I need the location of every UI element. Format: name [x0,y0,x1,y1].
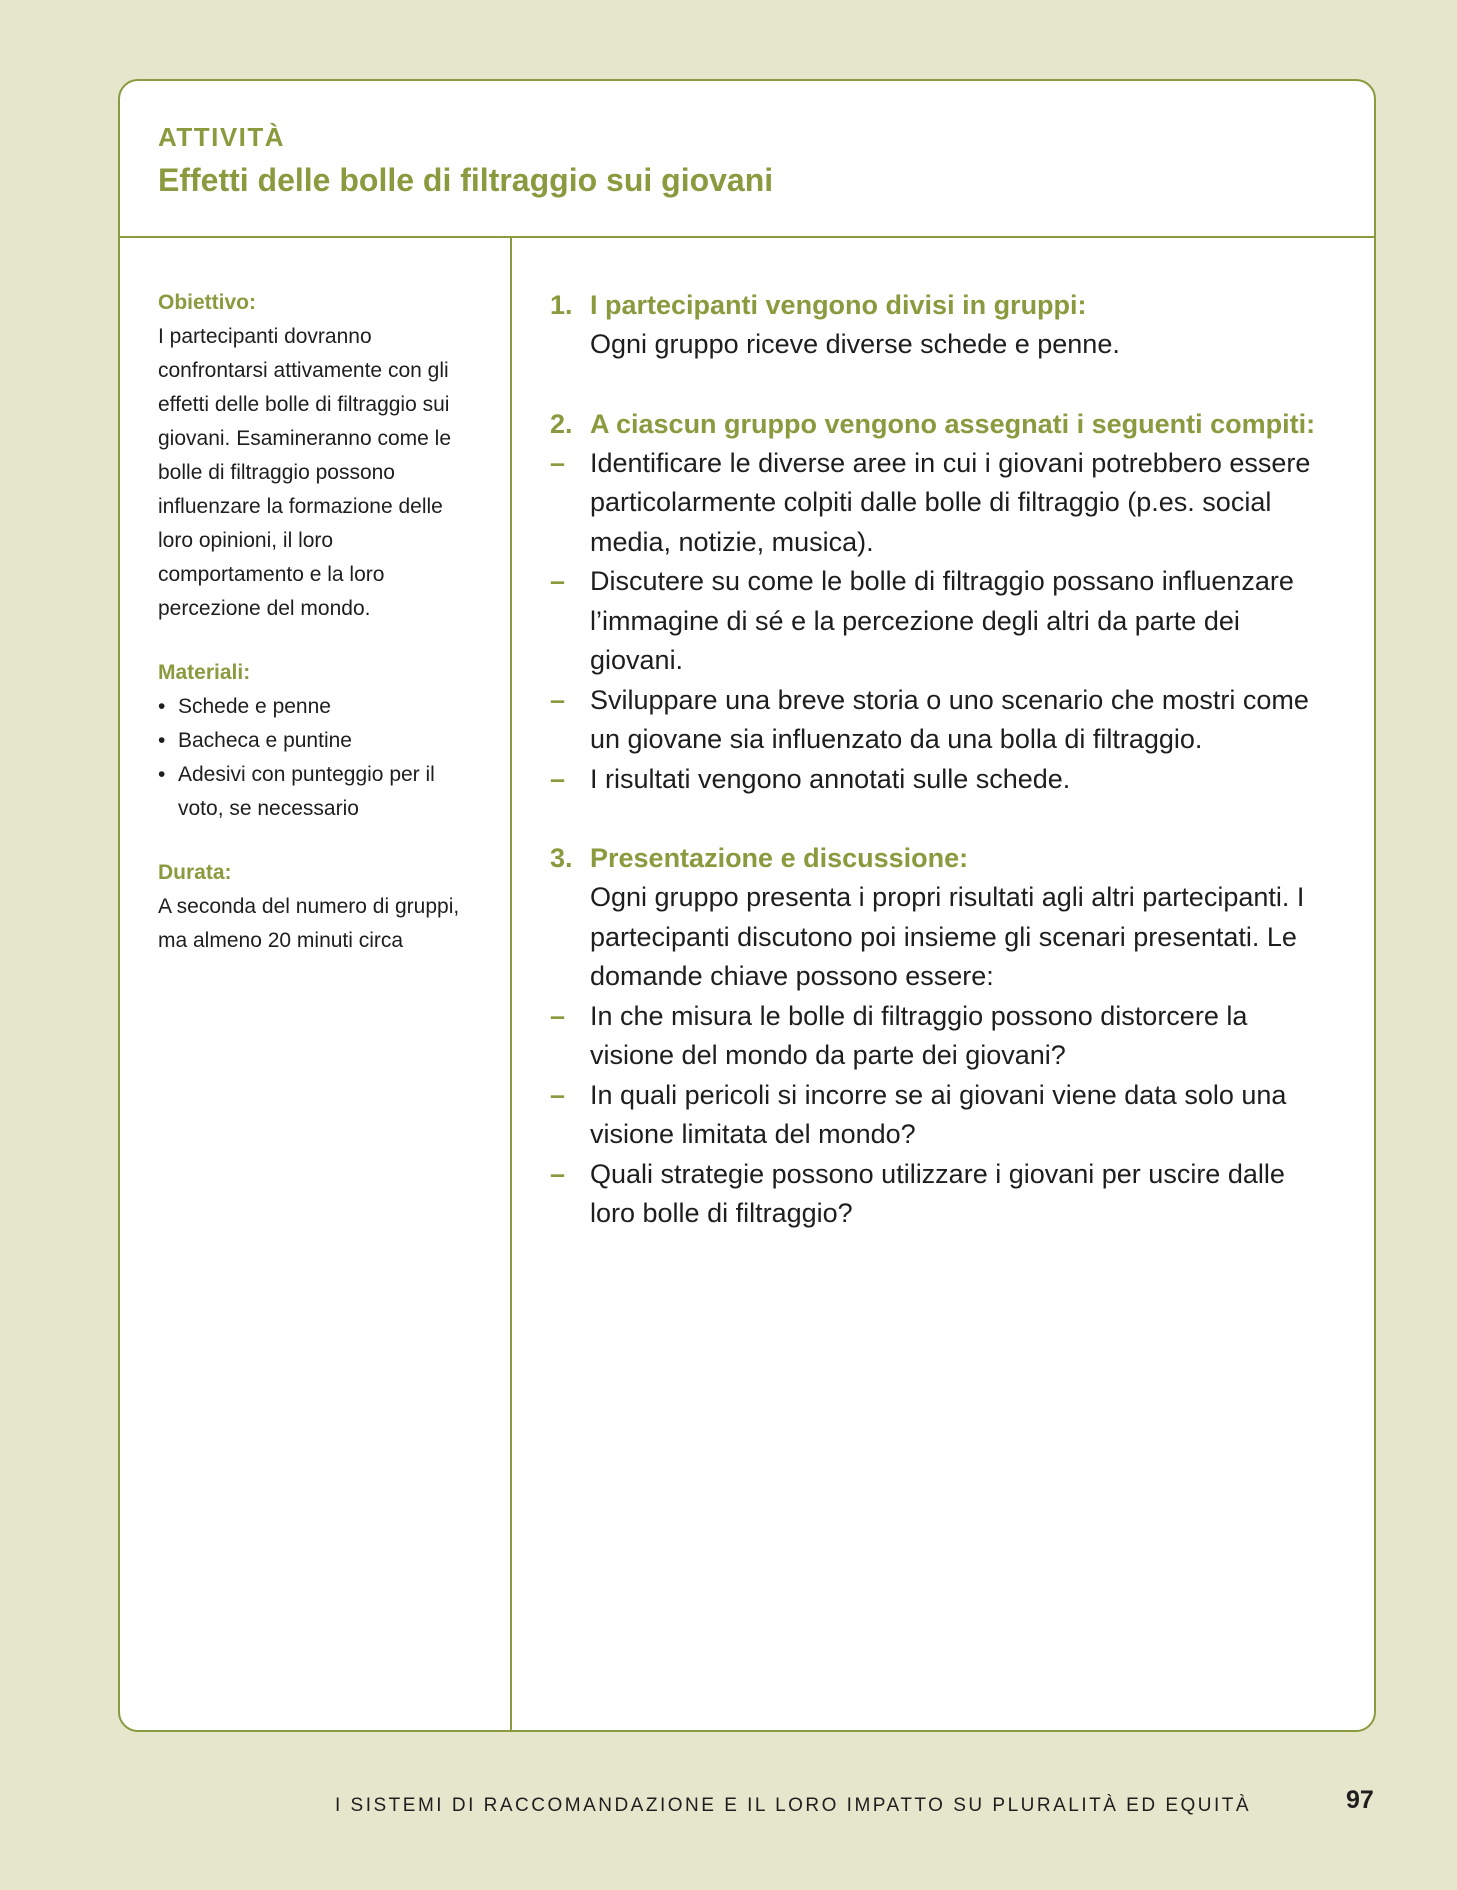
dash-item [550,444,1334,563]
step-title: Presentazione e discussione: [590,843,969,873]
activity-kicker: ATTIVITÀ [158,122,286,152]
dash-bullet: – [550,763,566,794]
dash-bullet: – [550,1000,566,1031]
step-number: 3. [550,843,573,873]
materials-item: • Bacheca e puntine [158,724,480,758]
dash-item-text: In quali pericoli si incorre se ai giovani viene data solo una visione limitata del mondo? [590,1079,1287,1149]
dash-bullet: – [550,1079,566,1110]
dash-item [550,562,1334,681]
dash-item-text: Identificare le diverse aree in cui i giovani potrebbero essere particolarmente colpiti dalle bolle di filtraggio (p.es. social media, notizie, musica). [590,447,1311,557]
running-footer: I SISTEMI DI RACCOMANDAZIONE E IL LORO IMPATTO SU PLURALITÀ ED EQUITÀ [335,1795,1252,1816]
card-body [120,238,1374,1730]
objective-label: Obiettivo: [158,291,256,314]
dash-item [550,760,1334,800]
materials-list [158,690,480,826]
dash-bullet: – [550,447,566,478]
step-text: Ogni gruppo riceve diverse schede e penne. [590,329,1120,359]
step-2 [550,405,1334,800]
dash-item-text: In che misura le bolle di filtraggio possono distorcere la visione del mondo da parte dei giovani? [590,1000,1248,1070]
step-1 [550,286,1334,365]
duration-label: Durata: [158,861,232,884]
step-heading [550,839,1334,878]
materials-item: • Schede e penne [158,690,480,724]
objective-text: I partecipanti dovranno confrontarsi attivamente con gli effetti delle bolle di filtraggio sui giovani. Esamineranno come le bolle di filtraggio possono influenzare la formazione delle loro opinioni, il loro comportamento e la loro percezione del mondo. [158,325,451,620]
step-heading [550,405,1334,444]
duration-text: A seconda del numero di gruppi, ma almeno 20 minuti circa [158,895,460,952]
dash-bullet: – [550,684,566,715]
sidebar [120,238,512,1730]
activity-title: Effetti delle bolle di filtraggio sui giovani [158,162,774,198]
dash-item [550,997,1334,1076]
dash-bullet: – [550,566,566,596]
step-number: 1. [550,290,573,320]
steps-column [512,238,1374,1730]
step-3 [550,839,1334,1234]
dash-item [550,681,1334,760]
activity-card [118,79,1376,1732]
materials-label: Materiali: [158,661,251,684]
step-number: 2. [550,408,573,439]
card-header [120,81,1374,238]
dash-item-text: Quali strategie possono utilizzare i giovani per uscire dalle loro bolle di filtraggio? [590,1158,1285,1228]
dash-item-text: Sviluppare una breve storia o uno scenario che mostri come un giovane sia influenzato da una bolla di filtraggio. [590,684,1309,754]
step-text: Ogni gruppo presenta i propri risultati agli altri partecipanti. I partecipanti discutono poi insieme gli scenari presentati. Le domande chiave possono essere: [590,882,1305,991]
dash-bullet: – [550,1158,566,1189]
page-number: 97 [1346,1786,1374,1814]
step-title: A ciascun gruppo vengono assegnati i seguenti compiti: [590,408,1316,439]
dash-item [550,1076,1334,1155]
materials-item: • Adesivi con punteggio per il voto, se necessario [158,758,480,826]
dash-item [550,1155,1334,1234]
step-heading [550,286,1334,325]
dash-item-text: Discutere su come le bolle di filtraggio possano influenzare l’immagine di sé e la percezione degli altri da parte dei giovani. [590,566,1294,675]
step-title: I partecipanti vengono divisi in gruppi: [590,290,1087,320]
dash-item-text: I risultati vengono annotati sulle schede. [590,763,1071,794]
